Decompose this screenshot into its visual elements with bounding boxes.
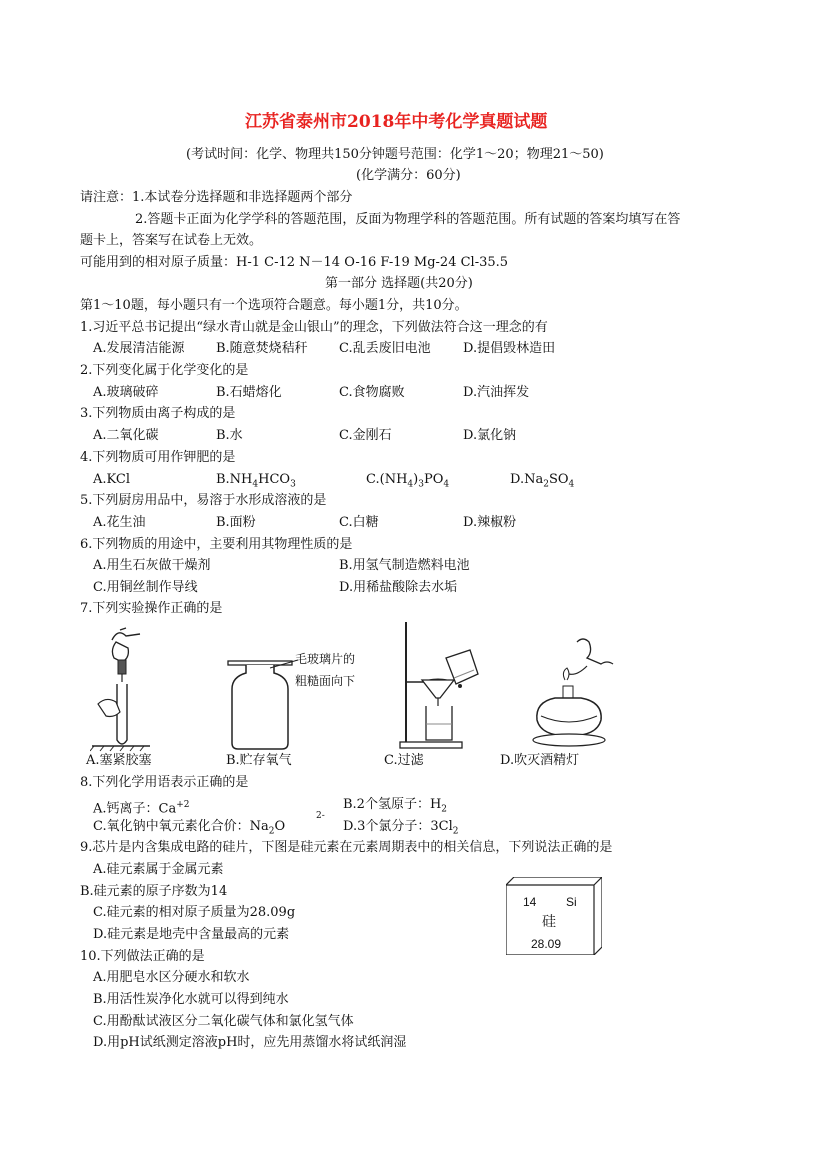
q3-option-c: C.金刚石 — [339, 428, 392, 443]
q5-option-c: C.白糖 — [339, 515, 379, 530]
question-2-stem: 2.下列变化属于化学变化的是 — [80, 363, 249, 378]
q4-option-d: $D.Na_2SO_4$ — [510, 472, 575, 490]
q2-option-d: D.汽油挥发 — [463, 385, 530, 400]
element-name: 硅 — [542, 914, 556, 930]
atomic-masses: 可能用到的相对原子质量：H-1 C-12 N－14 O-16 F-19 Mg-24 Cl-35.5 — [80, 255, 509, 270]
alcohol-lamp-figure — [525, 636, 625, 751]
page-title: 江苏省泰州市2018年中考化学真题试题 — [245, 112, 548, 132]
q9-option-d: D.硅元素是地壳中含量最高的元素 — [93, 927, 290, 942]
q8-c-valence-mark: 2- — [316, 811, 325, 821]
q7-option-a: A.塞紧胶塞 — [86, 753, 152, 768]
q5-option-b: B.面粉 — [216, 515, 256, 530]
question-10-stem: 10.下列做法正确的是 — [80, 949, 205, 964]
notice-line-1: 请注意：1.本试卷分选择题和非选择题两个部分 — [80, 190, 353, 205]
notice-line-2: 2.答题卡正面为化学学科的答题范围，反面为物理学科的答题范围。所有试题的答案均填写在答 — [135, 212, 681, 227]
q6-option-d: D.用稀盐酸除去水垢 — [339, 580, 458, 595]
question-4-stem: 4.下列物质可用作钾肥的是 — [80, 450, 236, 465]
exam-time: (考试时间：化学、物理共150分钟题号范围：化学1～20；物理21～50) — [186, 147, 604, 162]
question-5-stem: 5.下列厨房用品中，易溶于水形成溶液的是 — [80, 493, 327, 508]
q1-option-c: C.乱丢废旧电池 — [339, 341, 431, 356]
question-8-stem: 8.下列化学用语表示正确的是 — [80, 775, 249, 790]
q4-option-b: $B.NH_4HCO_3$ — [216, 472, 296, 490]
q4-option-c: $C.(NH_4)_3PO_4$ — [366, 472, 450, 490]
question-1-stem: 1.习近平总书记提出“绿水青山就是金山银山”的理念，下列做法符合这一理念的有 — [80, 320, 548, 335]
q10-option-b: B.用活性炭净化水就可以得到纯水 — [93, 992, 289, 1007]
q7-option-b: B.贮存氧气 — [226, 753, 292, 768]
q1-option-a: A.发展清洁能源 — [93, 341, 185, 356]
q4-option-a: A.KCl — [93, 472, 130, 487]
question-9-stem: 9.芯片是内含集成电路的硅片，下图是硅元素在元素周期表中的相关信息，下列说法正确的是 — [80, 840, 613, 855]
part-instructions: 第1～10题，每小题只有一个选项符合题意。每小题1分，共10分。 — [80, 298, 468, 313]
question-3-stem: 3.下列物质由离子构成的是 — [80, 406, 236, 421]
element-symbol: Si — [566, 895, 577, 909]
q3-option-a: A.二氧化碳 — [93, 428, 159, 443]
q9-option-b: B.硅元素的原子序数为14 — [80, 884, 228, 899]
q8-option-c: C.氧化钠中氧元素化合价：$Na_2O$ — [93, 819, 286, 837]
q5-option-d: D.辣椒粉 — [463, 515, 517, 530]
q3-option-b: B.水 — [216, 428, 243, 443]
q1-option-b: B.随意焚烧秸秆 — [216, 341, 308, 356]
question-6-stem: 6.下列物质的用途中，主要利用其物理性质的是 — [80, 537, 353, 552]
q9-option-c: C.硅元素的相对原子质量为28.09g — [93, 905, 296, 920]
q10-option-d: D.用pH试纸测定溶液pH时，应先用蒸馏水将试纸润湿 — [93, 1035, 407, 1050]
full-score: (化学满分：60分) — [356, 168, 461, 183]
q2-option-b: B.石蜡熔化 — [216, 385, 282, 400]
q7-option-d: D.吹灭酒精灯 — [500, 753, 580, 768]
q3-option-d: D.氯化钠 — [463, 428, 517, 443]
q8-option-b: B.2个氢原子：$H_2$ — [343, 797, 448, 815]
q2-option-a: A.玻璃破碎 — [93, 385, 159, 400]
q2-option-c: C.食物腐败 — [339, 385, 405, 400]
element-mass: 28.09 — [531, 937, 562, 951]
q5-option-a: A.花生油 — [93, 515, 146, 530]
q8-option-d: D.3个氯分子：$3Cl_2$ — [343, 819, 459, 837]
q8-option-a: A.钙离子：$Ca^{+2}$ — [93, 800, 190, 817]
q7-b-note-line-2: 粗糙面向下 — [295, 674, 356, 688]
q7-b-note-line-1: 毛玻璃片的 — [295, 652, 356, 666]
element-atomic-number: 14 — [523, 895, 537, 909]
q7-option-c: C.过滤 — [384, 753, 424, 768]
q6-option-c: C.用铜丝制作导线 — [93, 580, 198, 595]
filtration-figure — [370, 620, 490, 750]
stopper-test-tube-figure — [90, 622, 160, 752]
q6-option-b: B.用氢气制造燃料电池 — [339, 558, 470, 573]
part-title: 第一部分 选择题(共20分) — [325, 276, 473, 291]
q10-option-c: C.用酚酞试液区分二氧化碳气体和氯化氢气体 — [93, 1014, 354, 1029]
q9-option-a: A.硅元素属于金属元素 — [93, 862, 224, 877]
notice-line-3: 题卡上，答案写在试卷上无效。 — [80, 233, 263, 248]
q1-option-d: D.提倡毁林造田 — [463, 341, 556, 356]
question-7-stem: 7.下列实验操作正确的是 — [80, 601, 223, 616]
q10-option-a: A.用肥皂水区分硬水和软水 — [93, 970, 250, 985]
q6-option-a: A.用生石灰做干燥剂 — [93, 558, 211, 573]
